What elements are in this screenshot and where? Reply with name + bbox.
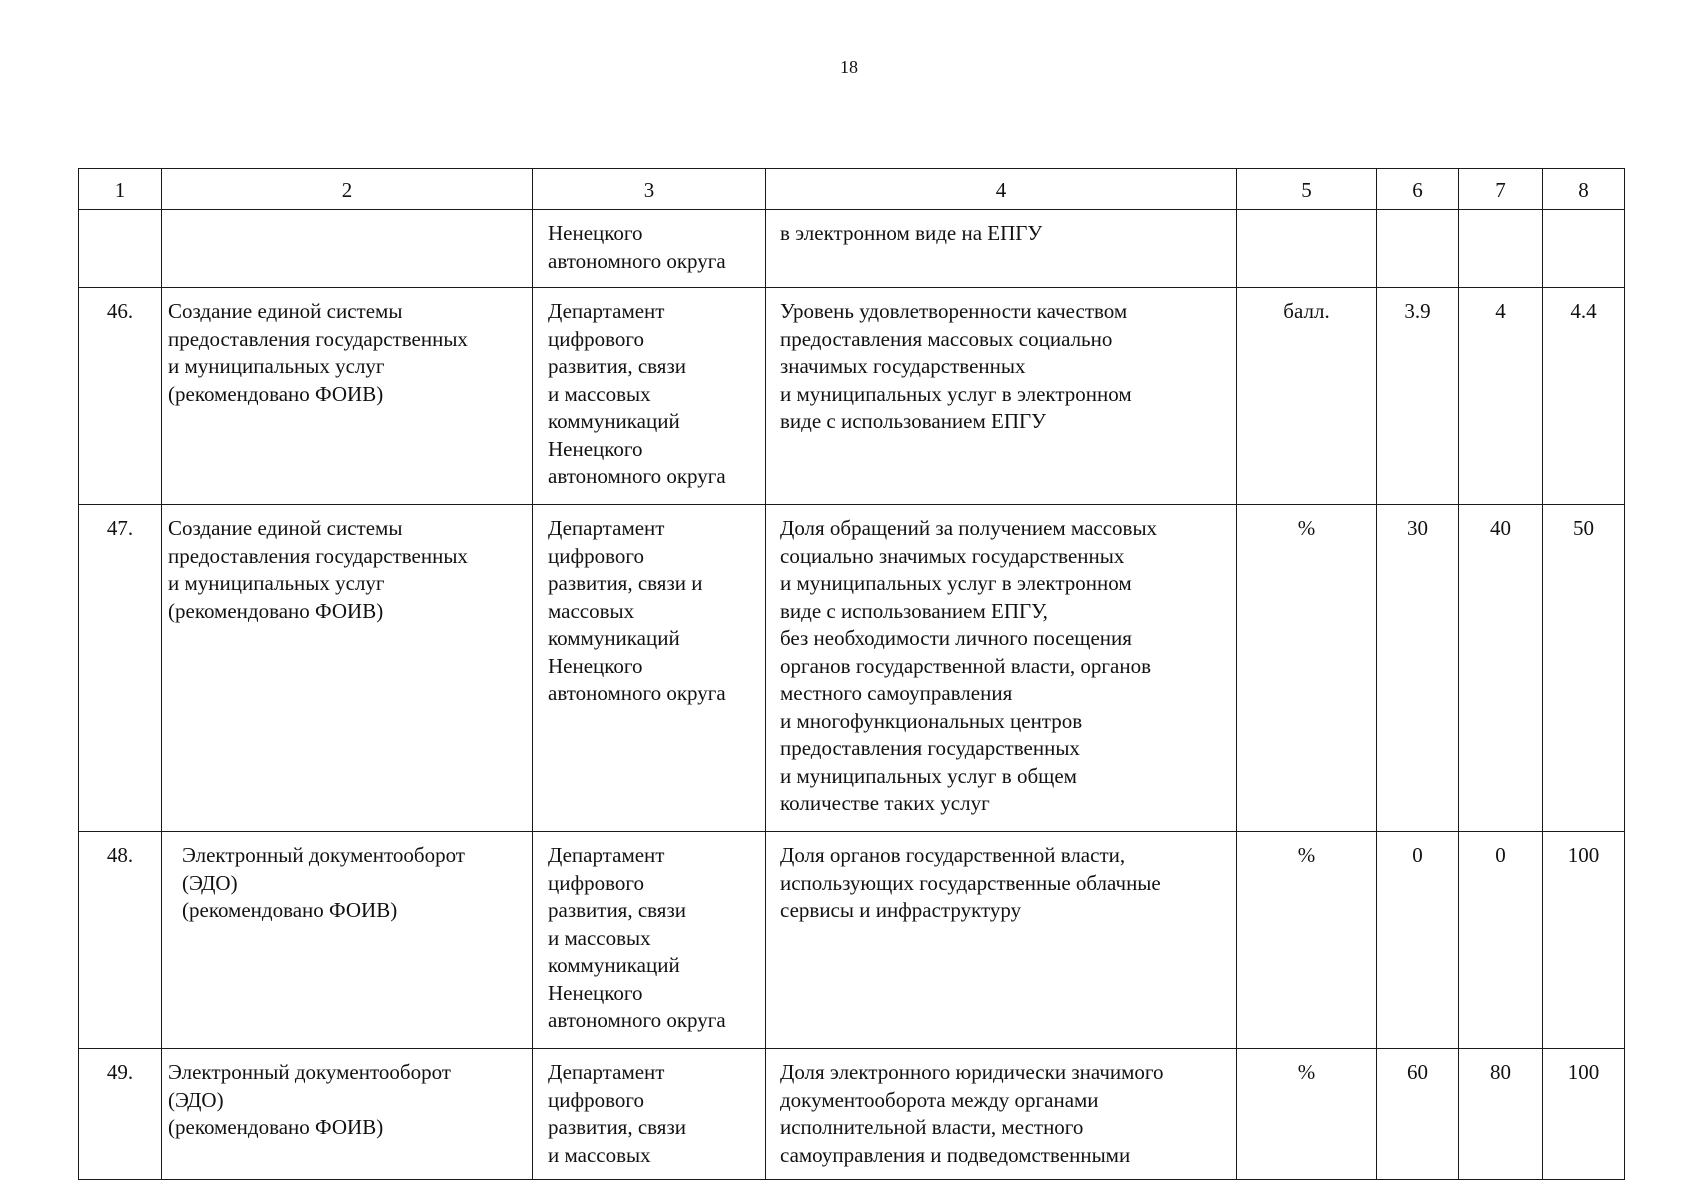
value-col6-cell [1377,210,1459,288]
value-col8-cell: 100 [1543,1049,1625,1180]
row-number-cell: 47. [79,505,162,832]
value-col8-cell [1543,210,1625,288]
unit-cell [1237,210,1377,288]
row-number-cell: 46. [79,288,162,505]
table-row [79,505,1625,832]
value-col6-cell: 3.9 [1377,288,1459,505]
unit-cell: % [1237,832,1377,1049]
executor-cell: Департамент цифрового развития, связи и массовых [533,1049,766,1180]
table-row [79,832,1625,1049]
column-header: 4 [766,169,1237,210]
value-col6-cell: 30 [1377,505,1459,832]
value-col7-cell [1459,210,1543,288]
row-number-cell: 48. [79,832,162,1049]
column-header: 5 [1237,169,1377,210]
value-col7-cell: 40 [1459,505,1543,832]
value-col7-cell: 0 [1459,832,1543,1049]
column-header: 2 [162,169,533,210]
indicator-cell: Доля электронного юридически значимого документооборота между органами исполнительной власти, местного самоуправления и подведомственными [766,1049,1237,1180]
value-col7-cell: 4 [1459,288,1543,505]
unit-cell: % [1237,1049,1377,1180]
indicator-cell: Уровень удовлетворенности качеством предоставления массовых социально значимых государственных и муниципальных услуг в электронном виде с использованием ЕПГУ [766,288,1237,505]
table-row-continuation [79,210,1625,288]
value-col6-cell: 0 [1377,832,1459,1049]
executor-cell: Ненецкого автономного округа [533,210,766,288]
indicator-cell: в электронном виде на ЕПГУ [766,210,1237,288]
table-row [79,1049,1625,1180]
value-col6-cell: 60 [1377,1049,1459,1180]
header-row [79,169,1625,210]
activity-name-cell [162,210,533,288]
value-col7-cell: 80 [1459,1049,1543,1180]
activity-name-cell: Электронный документооборот (ЭДО) (рекомендовано ФОИВ) [162,1049,533,1180]
column-header: 6 [1377,169,1459,210]
unit-cell: % [1237,505,1377,832]
executor-cell: Департамент цифрового развития, связи и массовых коммуникаций Ненецкого автономного округа [533,505,766,832]
page-number: 18 [840,57,858,77]
activity-name-cell: Создание единой системы предоставления государственных и муниципальных услуг (рекомендовано ФОИВ) [162,288,533,505]
row-number-cell: 49. [79,1049,162,1180]
value-col8-cell: 4.4 [1543,288,1625,505]
value-col8-cell: 50 [1543,505,1625,832]
column-header: 1 [79,169,162,210]
indicators-table [78,168,1625,1180]
column-header: 3 [533,169,766,210]
indicator-cell: Доля органов государственной власти, использующих государственные облачные сервисы и инфраструктуру [766,832,1237,1049]
table-row [79,288,1625,505]
column-header: 7 [1459,169,1543,210]
unit-cell: балл. [1237,288,1377,505]
activity-name-cell: Создание единой системы предоставления государственных и муниципальных услуг (рекомендовано ФОИВ) [162,505,533,832]
column-header: 8 [1543,169,1625,210]
executor-cell: Департамент цифрового развития, связи и массовых коммуникаций Ненецкого автономного округа [533,288,766,505]
indicator-cell: Доля обращений за получением массовых социально значимых государственных и муниципальных услуг в электронном виде с использованием ЕПГУ, без необходимости личного посещения органов государственной власти, органов местного самоуправления и многофункциональных центров предоставления государственных и муниципальных услуг в общем количестве таких услуг [766,505,1237,832]
value-col8-cell: 100 [1543,832,1625,1049]
executor-cell: Департамент цифрового развития, связи и массовых коммуникаций Ненецкого автономного округа [533,832,766,1049]
activity-name-cell: Электронный документооборот (ЭДО) (рекомендовано ФОИВ) [162,832,533,1049]
row-number-cell [79,210,162,288]
